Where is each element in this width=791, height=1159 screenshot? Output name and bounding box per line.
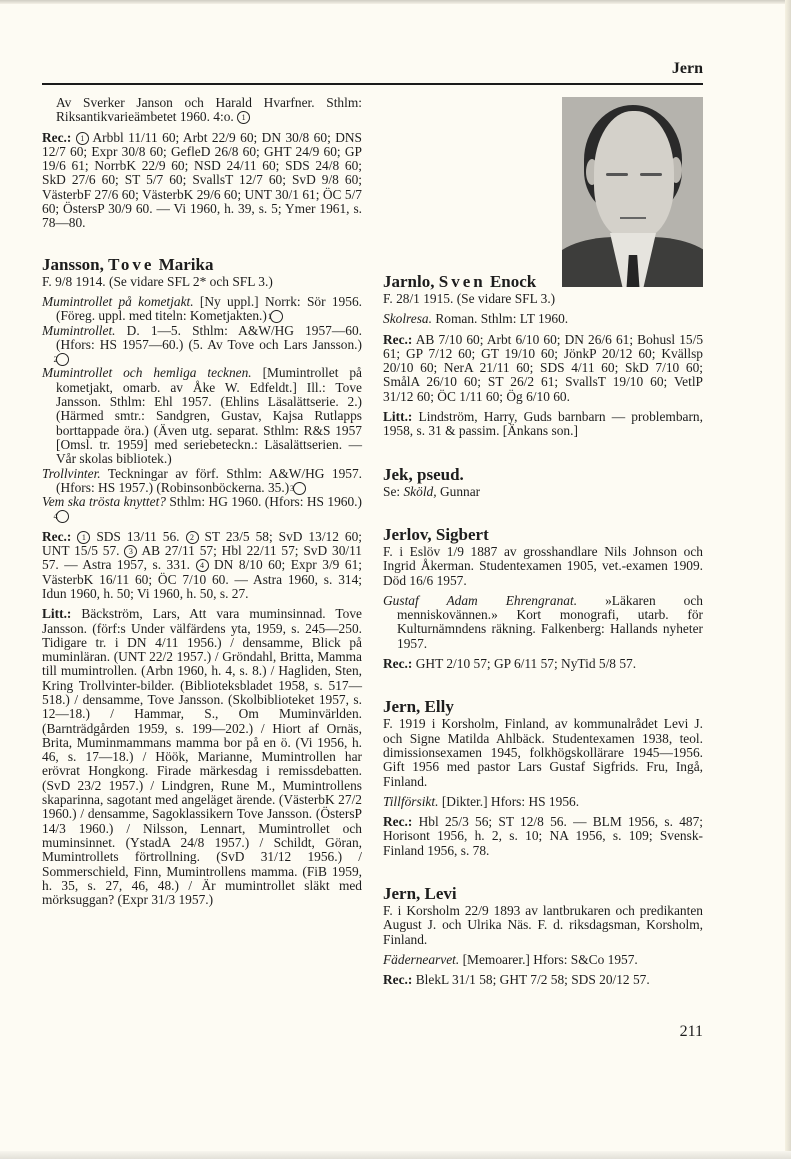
running-head-word: Jern — [671, 60, 703, 77]
continued-entry — [42, 96, 362, 231]
circled-number-icon: 2 — [56, 353, 69, 366]
circled-number-icon: 3 — [124, 545, 137, 558]
entry-jansson-tove — [42, 255, 362, 908]
work-item: Fädernearvet. [Memoarer.] Hfors: S&Co 1957. — [383, 951, 638, 967]
circled-number-icon: 1 — [237, 111, 250, 124]
entry-reviews: Rec.: GHT 2/10 57; GP 6/11 57; NyTid 5/8 57. — [383, 656, 637, 672]
running-head — [42, 58, 703, 85]
continued-work: Av Sverker Janson och Harald Hvarfner. Sthlm: Riksantikvarieämbetet 1960. 4:o. 1 — [56, 95, 362, 125]
entry-jerlov-sigbert — [383, 525, 703, 671]
work-item: Mumintrollet. D. 1—5. Sthlm: A&W/HG 1957—60. (Hfors: HS 1957—60.) (5. Av Tove och Lars Jansson.) 2 — [42, 322, 362, 365]
entry-reviews: Rec.: BlekL 31/1 58; GHT 7/2 58; SDS 20/12 57. — [383, 972, 650, 988]
entry-heading: Jern, Elly — [383, 697, 454, 717]
entry-bio: F. i Korsholm 22/9 1893 av lantbrukaren och predikanten August J. och Ulrika Näs. F. d. riksdagsman, Korsholm, Finland. — [383, 903, 703, 947]
entry-reviews: Rec.: 1 SDS 13/11 56. 2 ST 23/5 58; SvD 13/12 60; UNT 15/5 57. 3 AB 27/11 57; Hbl 22/11 57; SvD 30/11 57. — Astra 1957, s. 331. 4 DN 8/10 60; Expr 3/9 61; VästerbK 16/11 60; ÖC 7/10 60. — Astra 1960, s. 314; Idun 1960, h. 50; Vi 1960, h. 50, s. 27. — [42, 528, 362, 601]
circled-number-icon: 1 — [76, 132, 89, 145]
circled-number-icon: 1 — [77, 531, 90, 544]
right-column — [383, 272, 703, 988]
entry-reviews: Rec.: Hbl 25/3 56; ST 12/8 56. — BLM 1956, s. 487; Horisont 1956, h. 2, s. 10; NA 1956, s. 109; Svensk-Finland 1956, s. 78. — [383, 814, 703, 858]
left-column — [42, 96, 362, 907]
work-item: Trollvinter. Teckningar av förf. Sthlm: A&W/HG 1957. (Hfors: HS 1957.) (Robinsonböckerna. 35.) 3 — [42, 465, 363, 495]
circled-number-icon: 4 — [56, 510, 69, 523]
page-edge-right — [785, 0, 791, 1159]
entry-heading: Jansson, Tove Marika — [42, 254, 214, 274]
circled-number-icon: 1 — [270, 310, 283, 323]
work-item: Skolresa. Roman. Sthlm: LT 1960. — [383, 311, 569, 327]
continued-reviews: Rec.: 1 Arbbl 11/11 60; Arbt 22/9 60; DN 30/8 60; DNS 12/7 60; Expr 30/8 60; GefleD 26/8 60; GHT 24/9 60; GP 19/6 61; NorrbK 22/9 60; NSD 24/11 60; SDS 24/8 60; SkD 27/6 60; ST 5/7 60; SvallsT 12/7 60; SvD 9/8 60; VästerbF 27/6 60; VästerbK 29/6 60; UNT 30/1 61; ÖC 5/7 60; ÖstersP 30/9 60. — Vi 1960, h. 39, s. 5; Ymer 1961, s. 78—80. — [42, 129, 363, 231]
work-item: Tillförsikt. [Dikter.] Hfors: HS 1956. — [383, 793, 580, 809]
see-reference: Se: Sköld, Gunnar — [383, 483, 481, 499]
page-edge-top — [0, 0, 791, 4]
entry-bio: F. 28/1 1915. (Se vidare SFL 3.) — [383, 291, 556, 306]
entry-literature: Litt.: Lindström, Harry, Guds barnbarn — problembarn, 1958, s. 31 & passim. [Änkans son.] — [383, 409, 703, 439]
page-number: 211 — [679, 1023, 703, 1040]
entry-bio: F. 9/8 1914. (Se vidare SFL 2* och SFL 3.) — [42, 273, 273, 289]
entry-heading: Jarnlo, Sven Enock — [383, 272, 537, 291]
entry-literature: Litt.: Bäckström, Lars, Att vara muminsinnad. Tove Jansson. (förf:s Under välfärdens yta, 1959, s. 245—250. Tidigare tr. i DN 4/11 1956.) / densamme, Blick på muminläran. (UNT 22/2 1957.) / Gröndahl, Britta, Mamma till mumintrollen. (Arbn 1960, h. 4, s. 8.) / Hagliden, Sten, Kring Trollvinter-bilder. (Biblioteksbladet 1958, s. 517—518.) / densamme, Tove Jansson. (Skolbiblioteket 1957, s. 12—18.) / Hammar, S., Om Muminvärlden. (Barnträdgården 1959, s. 199—202.) / Hiort af Ornäs, Brita, Muminmammans mamma bor på en ö. (Vi 1956, h. 46, s. 17—18.) / Höök, Marianne, Mumintrollen har erövrat Hongkong. Firade märkesdag i remissdebatten. (SvD 23/2 1957.) / Lindgren, Rune M., Mumintrollens skaparinna, sagotant med angeläget ärende. (VästerbK 27/2 1960.) / densamme, Sagoklassikern Tove Jansson. (ÖstersP 14/3 1960.) / Nilsson, Lennart, Mumintrollet och muminsinnet. (YstadA 24/8 1957.) / Schildt, Göran, Mumintrollets förtrollning. (SvD 31/12 1956.) / Sommerschield, Finn, Mumintrollens mamma. (FiB 1959, h. 35, s. 27, 46, 48.) / Är mumintrollet släkt med mörksuggan? (Expr 31/3 1957.) — [42, 606, 362, 908]
entry-reviews: Rec.: AB 7/10 60; Arbt 6/10 60; DN 26/6 61; Bohusl 15/5 61; GP 7/12 60; GT 19/10 60; JönkP 20/12 60; Kvällsp 20/10 60; NerA 21/11 60; SDS 4/11 60; SkD 7/10 60; SmålA 26/10 60; ST 26/2 61; SvallsT 19/10 60; VetlP 31/12 60; ÖC 1/11 60; Ög 6/10 60. — [383, 331, 704, 404]
entry-heading: Jek, pseud. — [383, 464, 464, 484]
work-item: Vem ska trösta knyttet? Sthlm: HG 1960. (Hfors: HS 1960.) 4 — [42, 494, 362, 522]
circled-number-icon: 4 — [196, 559, 209, 572]
work-item: Gustaf Adam Ehrengranat. »Läkaren och menniskovännen.» Kort monografi, utarb. för Kulturnämndens räkning. Falkenberg: Hallands nyheter 1957. — [383, 592, 703, 651]
page-edge-bottom — [0, 1151, 791, 1159]
entry-bio: F. i Eslöv 1/9 1887 av grosshandlare Nils Johnson och Ingrid Åkerman. Studentexamen 1905, vet.-examen 1909. Död 16/6 1957. — [383, 543, 703, 588]
entry-bio: F. 1919 i Korsholm, Finland, av kommunalrådet Levi J. och Signe Matilda Ahlbäck. Studentexamen 1938, teol. dimissionsexamen 1945, folkhögskollärare 1945—1956. Gift 1956 med pastor Lars Gustaf Sigfrids. Fru, Ingå, Finland. — [383, 716, 703, 789]
entry-heading: Jern, Levi — [383, 884, 457, 904]
entry-jern-elly — [383, 697, 703, 858]
portrait-photo — [562, 97, 703, 287]
circled-number-icon: 3 — [293, 482, 306, 495]
work-item: Mumintrollet och hemliga tecknen. [Mumintrollet på kometjakt, omarb. av Åke W. Edfeldt.] Ill.: Tove Jansson. Sthlm: Ehl 1957. (Ehlins Läsalättserie. 2.) (Härmed smtr.: Sandgren, Gustav, Kajsa Rutlapps borttappade öra.) (Även utg. separat. Sthlm: R&S 1957 [Omsl. tr. 1959] med seriebeteckn.: Läsalättserien. — Vår skolas bibliotek.) — [42, 365, 362, 467]
entry-jern-levi — [383, 884, 703, 987]
entry-jek-pseud — [383, 465, 703, 499]
work-item: Mumintrollet på kometjakt. [Ny uppl.] Norrk: Sör 1956. (Föreg. uppl. med titeln: Kometjakten.) 1 — [42, 293, 362, 324]
entry-heading: Jerlov, Sigbert — [383, 524, 489, 544]
entry-jarnlo-sven — [383, 272, 703, 439]
circled-number-icon: 2 — [186, 531, 199, 544]
